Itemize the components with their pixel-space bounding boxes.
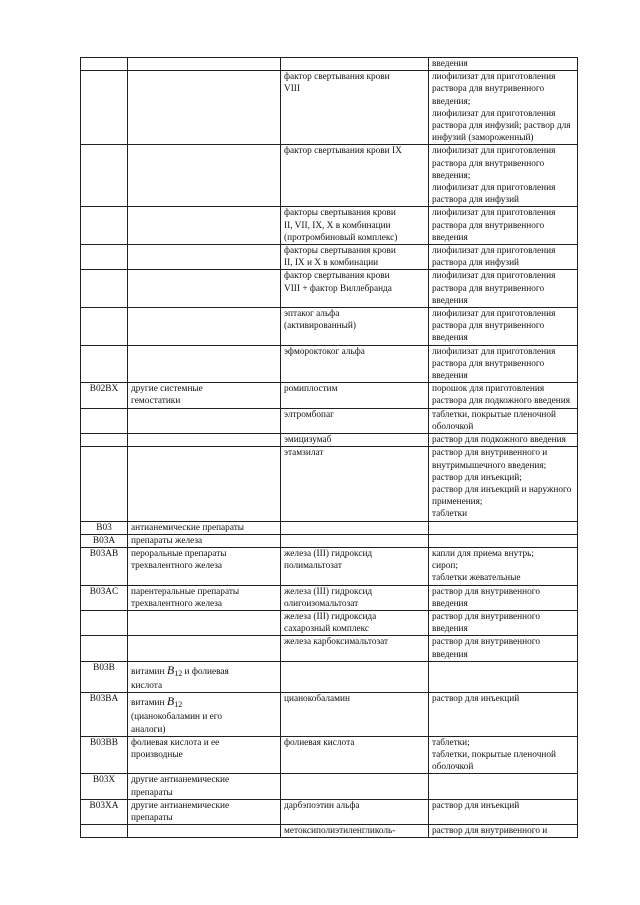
dosage-form-line: раствор для внутривенного — [432, 586, 540, 597]
dosage-form-line: введения — [432, 371, 468, 382]
dosage-form-cell — [429, 774, 578, 799]
group-name-line: другие системные — [131, 384, 203, 395]
drug-name-line: железа (III) гидроксид — [284, 548, 373, 559]
group-name-line: препараты — [131, 812, 173, 823]
dosage-form-line: введения — [432, 295, 468, 306]
dosage-form-line: раствора для внутривенного — [432, 220, 545, 231]
drug-name-cell — [281, 207, 429, 245]
dosage-form-line: капли для приема внутрь; — [432, 548, 534, 559]
drug-name-line: железа (III) гидроксид — [284, 586, 373, 597]
dosage-form-line: лиофилизат для приготовления — [432, 309, 556, 320]
drug-name-line: эптаког альфа — [284, 309, 340, 320]
group-name-cell — [128, 447, 281, 521]
dosage-form-line: раствор для подкожного введения — [432, 435, 566, 446]
drug-name-line: VIII + фактор Виллебранда — [284, 283, 392, 294]
atc-code-cell: B03X — [81, 774, 128, 799]
drug-name-line: фактор свертывания крови IX — [284, 146, 402, 157]
dosage-form-line: раствора для подкожного введения — [432, 396, 570, 407]
vitamin-symbol: B — [166, 694, 175, 709]
dosage-form-line: введения — [432, 624, 468, 635]
atc-code-cell — [81, 636, 128, 661]
document-page — [80, 57, 577, 838]
table-row — [81, 447, 578, 521]
dosage-form-line: лиофилизат для приготовления — [432, 271, 556, 282]
atc-code-cell — [81, 145, 128, 207]
drug-name-line: факторы свертывания крови — [284, 208, 396, 219]
drug-name-cell — [281, 345, 429, 383]
table-row — [81, 58, 578, 71]
atc-code-cell: B02BX — [81, 383, 128, 408]
dosage-form-line: лиофилизат для приготовления — [432, 346, 556, 357]
group-name-line: гемостатики — [131, 396, 181, 407]
drug-name-cell — [281, 71, 429, 145]
table-row — [81, 585, 578, 610]
dosage-form-line: таблетки, покрытые пленочной — [432, 749, 556, 760]
dosage-form-line: раствора для внутривенного — [432, 84, 545, 95]
dosage-form-cell — [429, 434, 578, 447]
dosage-form-line: раствор для инъекций — [432, 800, 520, 811]
group-name-cell — [128, 207, 281, 245]
table-row — [81, 534, 578, 547]
atc-code-cell: B03XA — [81, 799, 128, 824]
drug-name-line: элтромбопаг — [284, 409, 334, 420]
dosage-form-cell — [429, 585, 578, 610]
group-name-cell — [128, 434, 281, 447]
drug-name-line: дарбэпоэтин альфа — [284, 800, 360, 811]
dosage-form-line: раствора для инфузий — [432, 258, 520, 269]
table-row — [81, 610, 578, 635]
atc-code-cell — [81, 825, 128, 838]
dosage-form-cell — [429, 408, 578, 433]
drug-name-line: фактор свертывания крови — [284, 72, 390, 83]
group-name-line — [131, 695, 277, 711]
dosage-form-line: лиофилизат для приготовления — [432, 208, 556, 219]
table-row — [81, 736, 578, 774]
drug-name-line: II, VII, IX, X в комбинации — [284, 220, 391, 231]
atc-code-cell: B03A — [81, 534, 128, 547]
drug-name-cell — [281, 308, 429, 346]
table-row — [81, 774, 578, 799]
drug-name-cell — [281, 145, 429, 207]
group-name-line: аналоги) — [131, 724, 166, 735]
drug-name-line: цианокобаламин — [284, 694, 350, 705]
group-name-line — [131, 664, 277, 680]
atc-code-cell: B03AC — [81, 585, 128, 610]
group-name-cell — [128, 661, 281, 692]
dosage-form-line: раствора для внутривенного — [432, 358, 545, 369]
atc-code-cell — [81, 434, 128, 447]
group-name-cell — [128, 345, 281, 383]
drug-name-line: эмицизумаб — [284, 435, 332, 446]
drug-name-line: ромиплостим — [284, 384, 338, 395]
dosage-form-line: раствора для внутривенного — [432, 321, 545, 332]
dosage-form-line: введения — [432, 232, 468, 243]
drug-name-cell — [281, 799, 429, 824]
table-row — [81, 547, 578, 585]
table-row — [81, 661, 578, 692]
drug-name-line: факторы свертывания крови — [284, 246, 396, 257]
drug-name-cell — [281, 270, 429, 308]
drug-name-line: (протромбиновый комплекс) — [284, 232, 398, 243]
table-row — [81, 434, 578, 447]
drug-table-body — [81, 58, 578, 838]
dosage-form-cell — [429, 521, 578, 534]
group-name-line: препараты железа — [131, 535, 203, 546]
table-row — [81, 521, 578, 534]
group-name-cell — [128, 547, 281, 585]
drug-name-cell — [281, 693, 429, 737]
dosage-form-line: порошок для приготовления — [432, 384, 545, 395]
atc-code-cell: B03AB — [81, 547, 128, 585]
atc-code-cell: B03BB — [81, 736, 128, 774]
drug-name-cell — [281, 521, 429, 534]
group-name-cell — [128, 383, 281, 408]
group-name-cell — [128, 534, 281, 547]
drug-name-cell — [281, 447, 429, 521]
drug-name-cell — [281, 736, 429, 774]
vitamin-index: 12 — [174, 700, 183, 710]
group-name-cell — [128, 693, 281, 737]
drug-name-line: железа (III) гидроксида — [284, 611, 377, 622]
table-row — [81, 345, 578, 383]
group-name-cell — [128, 270, 281, 308]
dosage-form-line: введения — [432, 333, 468, 344]
dosage-form-line: раствор для инъекций — [432, 694, 520, 705]
drug-name-cell — [281, 58, 429, 71]
group-name-cell — [128, 145, 281, 207]
dosage-form-line: раствор для внутривенного и — [432, 826, 548, 837]
drug-name-cell — [281, 383, 429, 408]
dosage-form-line: сироп; — [432, 561, 458, 572]
group-name-word: и фолиевая — [184, 666, 229, 677]
table-row — [81, 245, 578, 270]
group-name-line: другие антианемические — [131, 775, 230, 786]
dosage-form-cell — [429, 661, 578, 692]
drug-name-cell — [281, 534, 429, 547]
drug-name-cell — [281, 661, 429, 692]
atc-code-cell — [81, 270, 128, 308]
dosage-form-cell — [429, 308, 578, 346]
table-row — [81, 408, 578, 433]
drug-name-cell — [281, 610, 429, 635]
table-row — [81, 308, 578, 346]
drug-name-line: VIII — [284, 84, 301, 95]
atc-code-cell — [81, 610, 128, 635]
table-row — [81, 799, 578, 824]
drug-name-line: олигоизомальтозат — [284, 598, 359, 609]
group-name-cell — [128, 736, 281, 774]
dosage-form-line: раствор для инъекций; — [432, 472, 522, 483]
atc-code-cell — [81, 58, 128, 71]
drug-name-line: этамзилат — [284, 448, 324, 459]
dosage-form-line: введения — [432, 598, 468, 609]
dosage-form-cell — [429, 270, 578, 308]
vitamin-b12-formula — [167, 695, 182, 711]
dosage-form-cell — [429, 693, 578, 737]
group-name-cell — [128, 774, 281, 799]
dosage-form-line: таблетки; — [432, 737, 470, 748]
dosage-form-line: инфузий (замороженный) — [432, 133, 534, 144]
atc-code-cell — [81, 345, 128, 383]
drug-name-line: полимальтозат — [284, 561, 342, 572]
dosage-form-cell — [429, 245, 578, 270]
dosage-form-line: лиофилизат для приготовления — [432, 146, 556, 157]
drug-name-cell — [281, 408, 429, 433]
group-name-line: трехвалентного железа — [131, 561, 223, 572]
dosage-form-cell — [429, 825, 578, 838]
dosage-form-line: внутримышечного введения; — [432, 460, 547, 471]
group-name-cell — [128, 610, 281, 635]
drug-name-cell — [281, 774, 429, 799]
group-name-line: другие антианемические — [131, 800, 230, 811]
drug-name-cell — [281, 585, 429, 610]
atc-code-cell — [81, 245, 128, 270]
atc-code-cell: B03BA — [81, 693, 128, 737]
group-name-line: производные — [131, 749, 183, 760]
group-name-line: парентеральные препараты — [131, 586, 240, 597]
dosage-form-line: лиофилизат для приготовления — [432, 72, 556, 83]
drug-name-line: железа карбоксимальтозат — [284, 637, 389, 648]
drug-name-cell — [281, 547, 429, 585]
dosage-form-cell — [429, 58, 578, 71]
dosage-form-line: раствора для внутривенного — [432, 283, 545, 294]
atc-code-cell — [81, 308, 128, 346]
dosage-form-line: лиофилизат для приготовления — [432, 108, 556, 119]
group-name-line: (цианокобаламин и его — [131, 712, 223, 723]
dosage-form-line: введения; — [432, 96, 471, 107]
dosage-form-cell — [429, 610, 578, 635]
dosage-form-line: таблетки жевательные — [432, 573, 521, 584]
table-row — [81, 825, 578, 838]
vitamin-symbol: B — [166, 662, 175, 677]
dosage-form-line: раствора для внутривенного — [432, 158, 545, 169]
dosage-form-line: раствор для инъекций и наружного — [432, 484, 572, 495]
group-name-line: препараты — [131, 787, 173, 798]
dosage-form-line: введения; — [432, 170, 471, 181]
table-row — [81, 207, 578, 245]
table-row — [81, 693, 578, 737]
dosage-form-line: раствор для внутривенного — [432, 637, 540, 648]
drug-name-line: метоксиполиэтиленгликоль- — [284, 826, 396, 837]
group-name-cell — [128, 521, 281, 534]
dosage-form-line: введения — [432, 59, 468, 69]
dosage-form-cell — [429, 345, 578, 383]
atc-code-cell — [81, 71, 128, 145]
group-name-word: витамин — [131, 666, 165, 677]
table-row — [81, 145, 578, 207]
dosage-form-cell — [429, 736, 578, 774]
group-name-line: кислота — [131, 680, 163, 691]
group-name-line: фолиевая кислота и ее — [131, 737, 220, 748]
dosage-form-line: раствор для внутривенного и — [432, 448, 548, 459]
dosage-form-line: раствора для инфузий — [432, 195, 520, 206]
drug-name-line: эфмороктоког альфа — [284, 346, 365, 357]
dosage-form-line: лиофилизат для приготовления — [432, 183, 556, 194]
dosage-form-cell — [429, 547, 578, 585]
drug-name-line: фолиевая кислота — [284, 737, 355, 748]
dosage-form-cell — [429, 636, 578, 661]
group-name-cell — [128, 58, 281, 71]
group-name-cell — [128, 308, 281, 346]
dosage-form-cell — [429, 145, 578, 207]
drug-name-cell — [281, 245, 429, 270]
drug-name-cell — [281, 825, 429, 838]
table-row — [81, 71, 578, 145]
dosage-form-cell — [429, 71, 578, 145]
dosage-form-line: таблетки, покрытые пленочной — [432, 409, 556, 420]
group-name-cell — [128, 799, 281, 824]
table-row — [81, 636, 578, 661]
dosage-form-line: оболочкой — [432, 421, 474, 432]
dosage-form-line: лиофилизат для приготовления — [432, 246, 556, 257]
group-name-cell — [128, 245, 281, 270]
atc-code-cell: B03 — [81, 521, 128, 534]
group-name-cell — [128, 585, 281, 610]
drug-name-cell — [281, 636, 429, 661]
table-row — [81, 270, 578, 308]
dosage-form-line: раствор для внутривенного — [432, 611, 540, 622]
group-name-word: витамин — [131, 698, 165, 709]
atc-code-cell — [81, 408, 128, 433]
group-name-line: трехвалентного железа — [131, 598, 223, 609]
group-name-cell — [128, 71, 281, 145]
group-name-cell — [128, 408, 281, 433]
atc-code-cell — [81, 447, 128, 521]
dosage-form-line: таблетки — [432, 509, 468, 520]
dosage-form-cell — [429, 799, 578, 824]
dosage-form-cell — [429, 383, 578, 408]
dosage-form-cell — [429, 207, 578, 245]
vitamin-index: 12 — [174, 668, 183, 678]
drug-name-line: (активированный) — [284, 321, 356, 332]
drug-name-line: сахарозный комплекс — [284, 624, 370, 635]
dosage-form-line: раствора для инфузий; раствор для — [432, 121, 571, 132]
group-name-line: пероральные препараты — [131, 548, 227, 559]
vitamin-b12-formula — [167, 664, 182, 680]
dosage-form-cell — [429, 534, 578, 547]
group-name-cell — [128, 825, 281, 838]
drug-table — [80, 57, 578, 838]
dosage-form-line: оболочкой — [432, 762, 474, 773]
group-name-cell — [128, 636, 281, 661]
drug-name-line: II, IX и X в комбинации — [284, 258, 379, 269]
dosage-form-line: применения; — [432, 497, 483, 508]
dosage-form-line: введения — [432, 649, 468, 660]
group-name-line: антианемические препараты — [131, 522, 245, 533]
table-row — [81, 383, 578, 408]
atc-code-cell: B03B — [81, 661, 128, 692]
dosage-form-cell — [429, 447, 578, 521]
atc-code-cell — [81, 207, 128, 245]
drug-name-line: фактор свертывания крови — [284, 271, 390, 282]
drug-name-cell — [281, 434, 429, 447]
